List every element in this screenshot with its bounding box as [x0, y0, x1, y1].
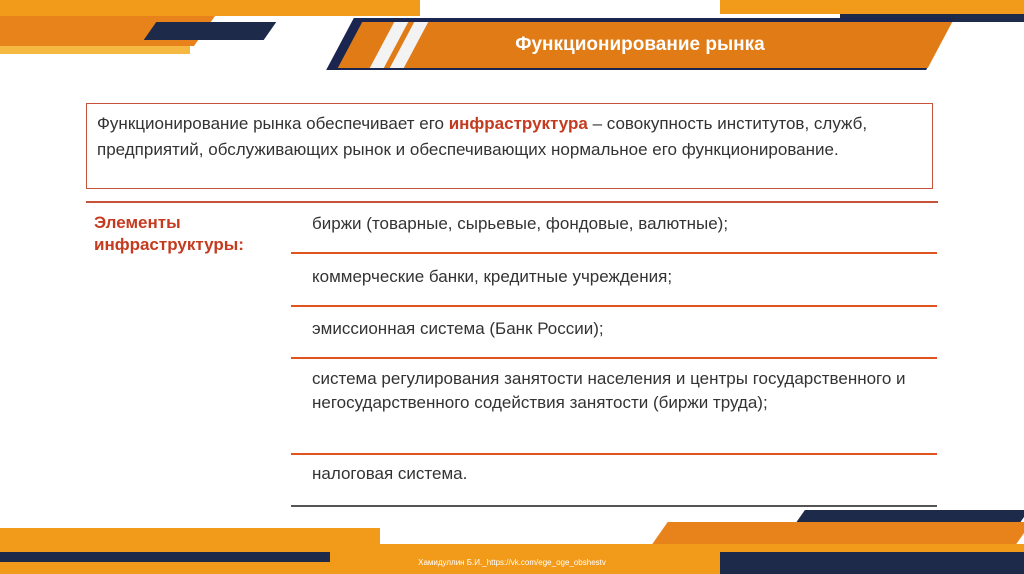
list-item: налоговая система. [312, 464, 468, 483]
top-stripe-orange [0, 0, 420, 16]
slide-title: Функционирование рынка [515, 34, 765, 55]
definition-text-end: – совокупность институтов, служб, предприятий, обслуживающих рынок и обеспечивающих нормальное его функционирование. [97, 114, 868, 159]
divider [291, 252, 937, 254]
divider [291, 505, 937, 507]
table-top-rule [86, 201, 938, 203]
divider [291, 453, 937, 455]
list-item: система регулирования занятости населения и центры государственного и негосударственного содействия занятости (биржи труда); [312, 369, 906, 412]
definition-box [86, 103, 933, 189]
bottom-stripe-orange [0, 528, 380, 544]
top-stripe-yellow [0, 46, 190, 54]
list-item: коммерческие банки, кредитные учреждения; [312, 267, 673, 286]
elements-label: Элементы инфраструктуры: [94, 213, 244, 254]
divider [291, 357, 937, 359]
top-stripe-navy-slant [144, 22, 277, 40]
list-item: биржи (товарные, сырьевые, фондовые, валютные); [312, 214, 729, 233]
bottom-right-stripe-orange [652, 522, 1024, 544]
list-item: эмиссионная система (Банк России); [312, 319, 604, 338]
definition-text: Функционирование рынка обеспечивает его [97, 114, 449, 133]
divider [291, 305, 937, 307]
top-right-stripe-orange [720, 0, 1024, 14]
footer-credit: Хамидуллин Б.И._https://vk.com/ege_oge_obshestv [418, 558, 606, 567]
definition-highlight: инфраструктура [448, 114, 588, 133]
